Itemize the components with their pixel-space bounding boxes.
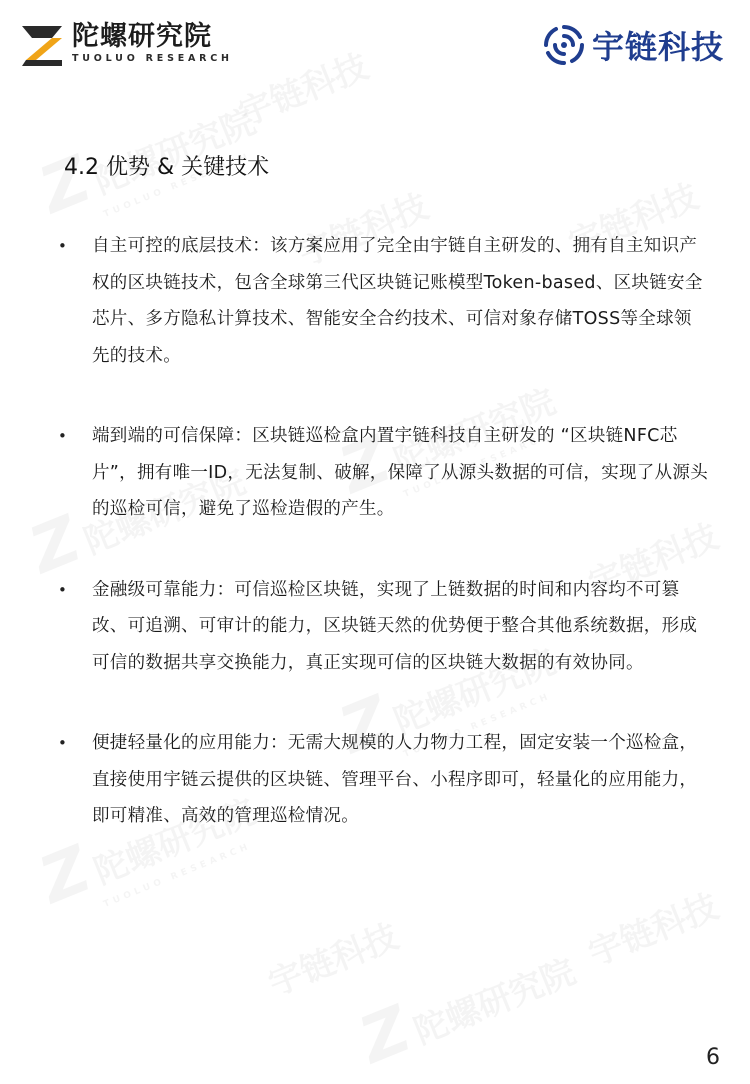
list-item [58, 725, 708, 835]
yulian-logo [542, 22, 724, 68]
bullet-text: 自主可控的底层技术：该方案应用了完全由宇链自主研发的、拥有自主知识产权的区块链技术，包含全球第三代区块链记账模型Token-based、区块链安全芯片、多方隐私计算技术、智能安全合约技术、可信对象存储TOSS等全球领先的技术。 [92, 236, 703, 366]
tuoluo-logo [18, 22, 233, 68]
watermark [230, 39, 374, 135]
list-item [58, 418, 708, 528]
watermark [350, 927, 584, 1079]
z-logo-icon [18, 22, 68, 68]
right-logo-name: 宇链科技 [591, 28, 724, 66]
bullet-marker: • [58, 734, 67, 752]
bullet-text: 端到端的可信保障：区块链巡检盒内置宇链科技自主研发的 “区块链NFC芯片”，拥有唯一ID，无法复制、破解，保障了从源头数据的可信，实现了从源头的巡检可信，避免了巡检造假的产生。 [92, 426, 708, 519]
section-heading: 4.2 优势 & 关键技术 [64, 155, 270, 180]
bullet-text: 便捷轻量化的应用能力：无需大规模的人力物力工程，固定安装一个巡检盒，直接使用宇链云提供的区块链、管理平台、小程序即可，轻量化的应用能力，即可精准、高效的管理巡检情况。 [92, 733, 698, 826]
page-number: 6 [706, 1045, 720, 1070]
list-item [58, 228, 708, 374]
bullet-marker: • [58, 427, 67, 445]
watermark [580, 879, 724, 975]
watermark [260, 909, 404, 1005]
bullet-list [58, 228, 708, 879]
left-logo-name: 陀螺研究院 [72, 21, 212, 52]
bullet-marker: • [58, 237, 67, 255]
yulian-logo-icon [542, 23, 586, 67]
bullet-marker: • [58, 580, 67, 599]
left-logo-subtitle: TUOLUO RESEARCH [72, 53, 233, 64]
list-item [58, 572, 708, 682]
bullet-text: 金融级可靠能力：可信巡检区块链，实现了上链数据的时间和内容均不可篡改、可追溯、可审计的能力，区块链天然的优势便于整合其他系统数据，形成可信的数据共享交换能力，真正实现可信的区块链大数据的有效协同。 [92, 579, 698, 673]
